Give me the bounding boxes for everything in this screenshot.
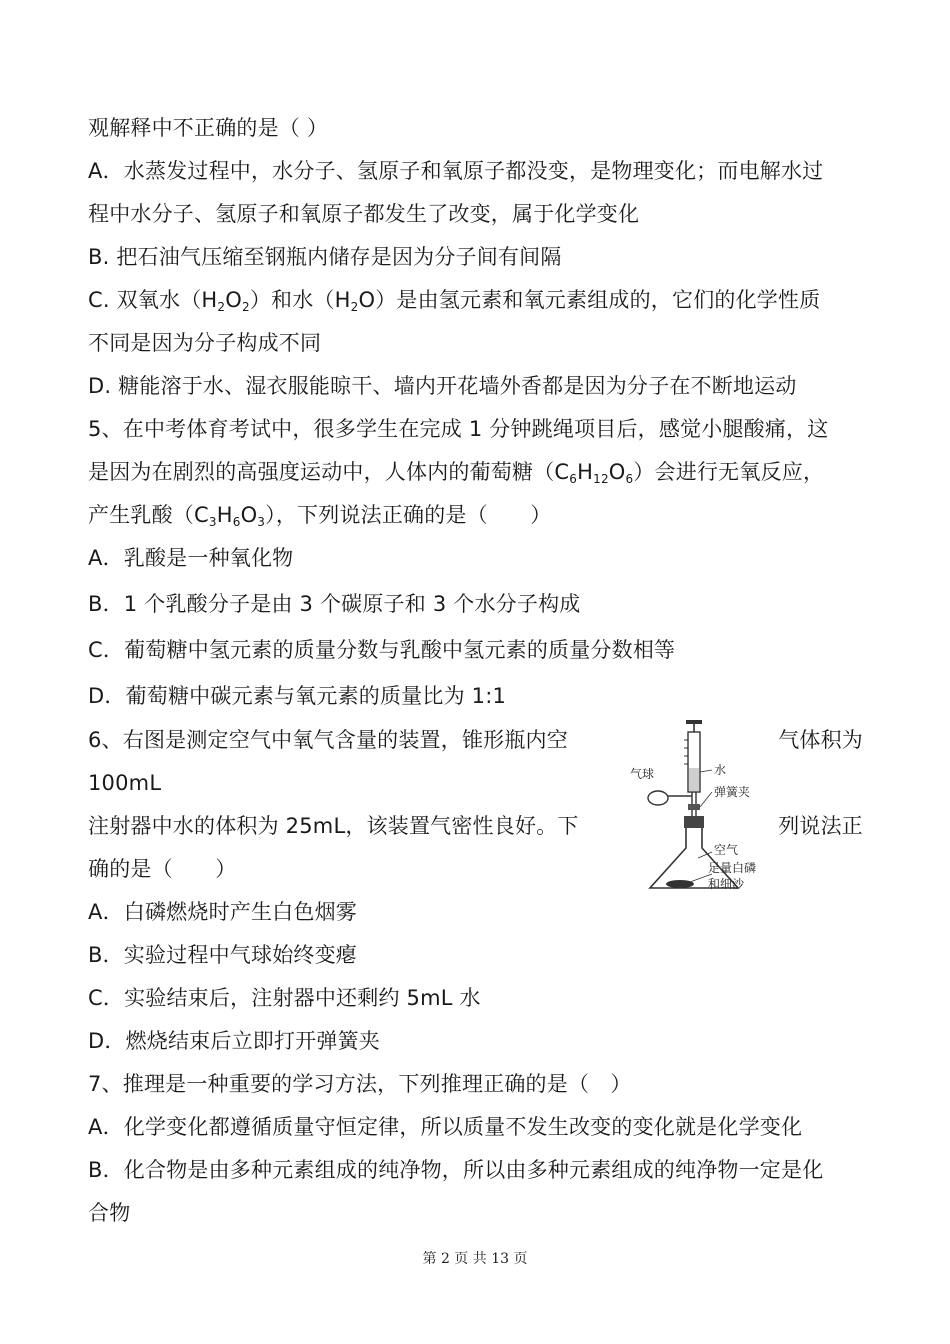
option-5b: B．1 个乳酸分子是由 3 个碳原子和 3 个水分子构成 <box>88 592 581 616</box>
label-balloon: 气球 <box>630 767 655 781</box>
question-6-line-4: 确的是（ ） <box>88 857 237 881</box>
option-7a: A．化学变化都遵循质量守恒定律，所以质量不发生改变的变化就是化学变化 <box>88 1115 803 1139</box>
option-4b: B. 把石油气压缩至钢瓶内储存是因为分子间有间隔 <box>88 245 562 269</box>
option-5a: A．乳酸是一种氧化物 <box>88 546 294 570</box>
question-6-line-3: 注射器中水的体积为 25mL，该装置气密性良好。下 列说法正 <box>88 814 863 838</box>
option-5c: C．葡萄糖中氢元素的质量分数与乳酸中氢元素的质量分数相等 <box>88 638 676 662</box>
option-7b-line-2: 合物 <box>88 1201 131 1225</box>
option-6a: A．白磷燃烧时产生白色烟雾 <box>88 900 357 924</box>
option-4c-line-2: 不同是因为分子构成不同 <box>88 331 322 355</box>
option-5d: D．葡萄糖中碳元素与氧元素的质量比为 1:1 <box>88 684 507 708</box>
label-phosphorus: 足量白磷 <box>708 861 757 875</box>
syringe-plunger-handle <box>686 720 702 724</box>
question-5-line-3: 产生乳酸$(C_3H_6O_3)$，下列说法正确的是（ ） <box>88 503 552 529</box>
option-4d: D. 糖能溶于水、湿衣服能晾干、墙内开花墙外香都是因为分子在不断地运动 <box>88 374 797 398</box>
option-4a-line-1: A．水蒸发过程中，水分子、氢原子和氧原子都没变，是物理变化；而电解水过 <box>88 159 824 183</box>
rubber-stopper <box>684 816 704 828</box>
option-6d: D．燃烧结束后立即打开弹簧夹 <box>88 1029 380 1053</box>
option-6b: B．实验过程中气球始终变瘪 <box>88 943 358 967</box>
apparatus-figure <box>628 718 758 896</box>
label-clamp: 弹簧夹 <box>714 785 751 799</box>
spring-clamp <box>688 804 700 810</box>
question-5-line-1: 5、在中考体育考试中，很多学生在完成 1 分钟跳绳项目后，感觉小腿酸痛，这 <box>88 417 829 441</box>
label-sand: 和细沙 <box>708 877 745 891</box>
question-7-stem: 7、推理是一种重要的学习方法，下列推理正确的是（ ） <box>88 1072 632 1096</box>
question-4-stem-end: 观解释中不正确的是（ ） <box>88 116 329 140</box>
option-7b-line-1: B．化合物是由多种元素组成的纯净物，所以由多种元素组成的纯净物一定是化 <box>88 1158 824 1182</box>
syringe-water <box>689 768 699 791</box>
label-air: 空气 <box>714 843 739 857</box>
option-4a-line-2: 程中水分子、氢原子和氧原子都发生了改变，属于化学变化 <box>88 202 640 226</box>
label-water: 水 <box>714 763 727 777</box>
balloon <box>648 791 668 805</box>
page-footer: 第 2 页 共 13 页 <box>422 1251 528 1267</box>
question-6-line-2: 100mL <box>88 771 162 795</box>
option-6c: C．实验结束后，注射器中还剩约 5mL 水 <box>88 986 481 1010</box>
question-6-line-1: 6、右图是测定空气中氧气含量的装置，锥形瓶内空 气体积为 <box>88 728 863 752</box>
white-phosphorus-sand <box>666 880 694 888</box>
question-5-line-2: 是因为在剧烈的高强度运动中，人体内的葡萄糖$(C_6H_{12}O_6)$会进行无氧反应， <box>88 460 825 486</box>
option-4c-line-1: C. 双氧水$(H_2O_2)$和水$(H_2O)$是由氢元素和氧元素组成的，它们的化学性质 <box>88 288 821 314</box>
